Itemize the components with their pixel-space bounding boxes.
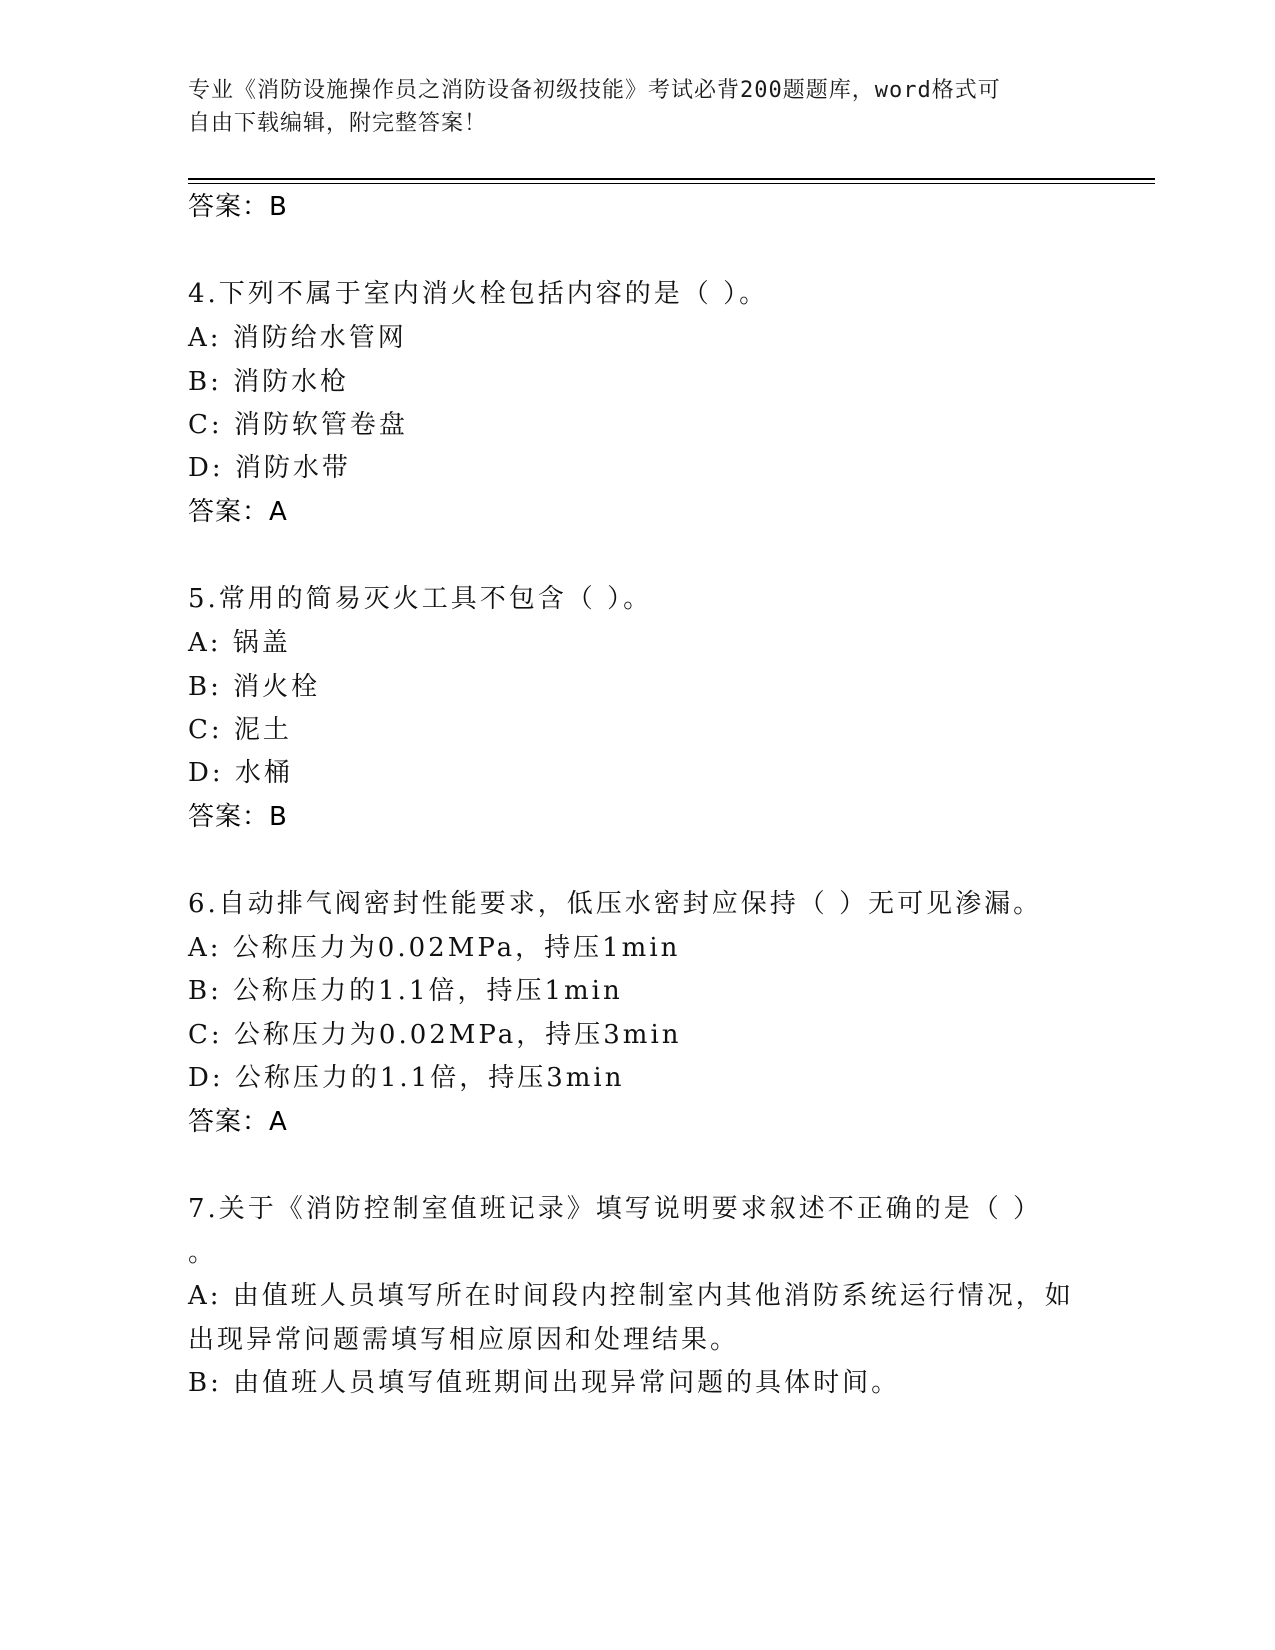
question-4-option-b: B: 消防水枪 bbox=[188, 367, 350, 397]
question-7-stem-line-2: 。 bbox=[188, 1238, 218, 1268]
header-line-2: 自由下载编辑，附完整答案！ bbox=[188, 111, 488, 136]
question-7-option-a-line-2: 出现异常问题需填写相应原因和处理结果。 bbox=[188, 1325, 740, 1355]
document-header bbox=[188, 74, 1088, 140]
answer-prev: 答案：B bbox=[188, 192, 288, 222]
question-5-option-b: B: 消火栓 bbox=[188, 672, 321, 702]
question-4-option-a: A: 消防给水管网 bbox=[188, 323, 407, 353]
question-4-answer: 答案：A bbox=[188, 497, 288, 527]
question-7-stem-line-1: 7.关于《消防控制室值班记录》填写说明要求叙述不正确的是（ ） bbox=[188, 1194, 1043, 1224]
header-line-1: 专业《消防设施操作员之消防设备初级技能》考试必背200题题库，word格式可 bbox=[188, 78, 1001, 103]
question-5-option-a: A: 锅盖 bbox=[188, 628, 291, 658]
question-6-option-a: A: 公称压力为0.02MPa，持压1min bbox=[188, 933, 681, 963]
question-7-option-b: B: 由值班人员填写值班期间出现异常问题的具体时间。 bbox=[188, 1368, 901, 1398]
question-4-option-c: C: 消防软管卷盘 bbox=[188, 410, 408, 440]
question-6-option-d: D: 公称压力的1.1倍，持压3min bbox=[188, 1063, 625, 1093]
header-divider bbox=[188, 178, 1155, 180]
question-6-option-b: B: 公称压力的1.1倍，持压1min bbox=[188, 976, 623, 1006]
question-6-stem: 6.自动排气阀密封性能要求，低压水密封应保持（ ）无可见渗漏。 bbox=[188, 889, 1043, 919]
question-4-stem: 4.下列不属于室内消火栓包括内容的是（ ）。 bbox=[188, 279, 769, 309]
question-5-stem: 5.常用的简易灭火工具不包含（ ）。 bbox=[188, 584, 653, 614]
question-5-option-c: C: 泥土 bbox=[188, 715, 292, 745]
question-7-option-a-line-1: A: 由值班人员填写所在时间段内控制室内其他消防系统运行情况，如 bbox=[188, 1281, 1074, 1311]
question-5-option-d: D: 水桶 bbox=[188, 758, 293, 788]
question-6-option-c: C: 公称压力为0.02MPa，持压3min bbox=[188, 1020, 682, 1050]
header-divider-thin bbox=[188, 183, 1155, 184]
question-5-answer: 答案：B bbox=[188, 802, 288, 832]
question-6-answer: 答案：A bbox=[188, 1107, 288, 1137]
question-4-option-d: D: 消防水带 bbox=[188, 453, 351, 483]
